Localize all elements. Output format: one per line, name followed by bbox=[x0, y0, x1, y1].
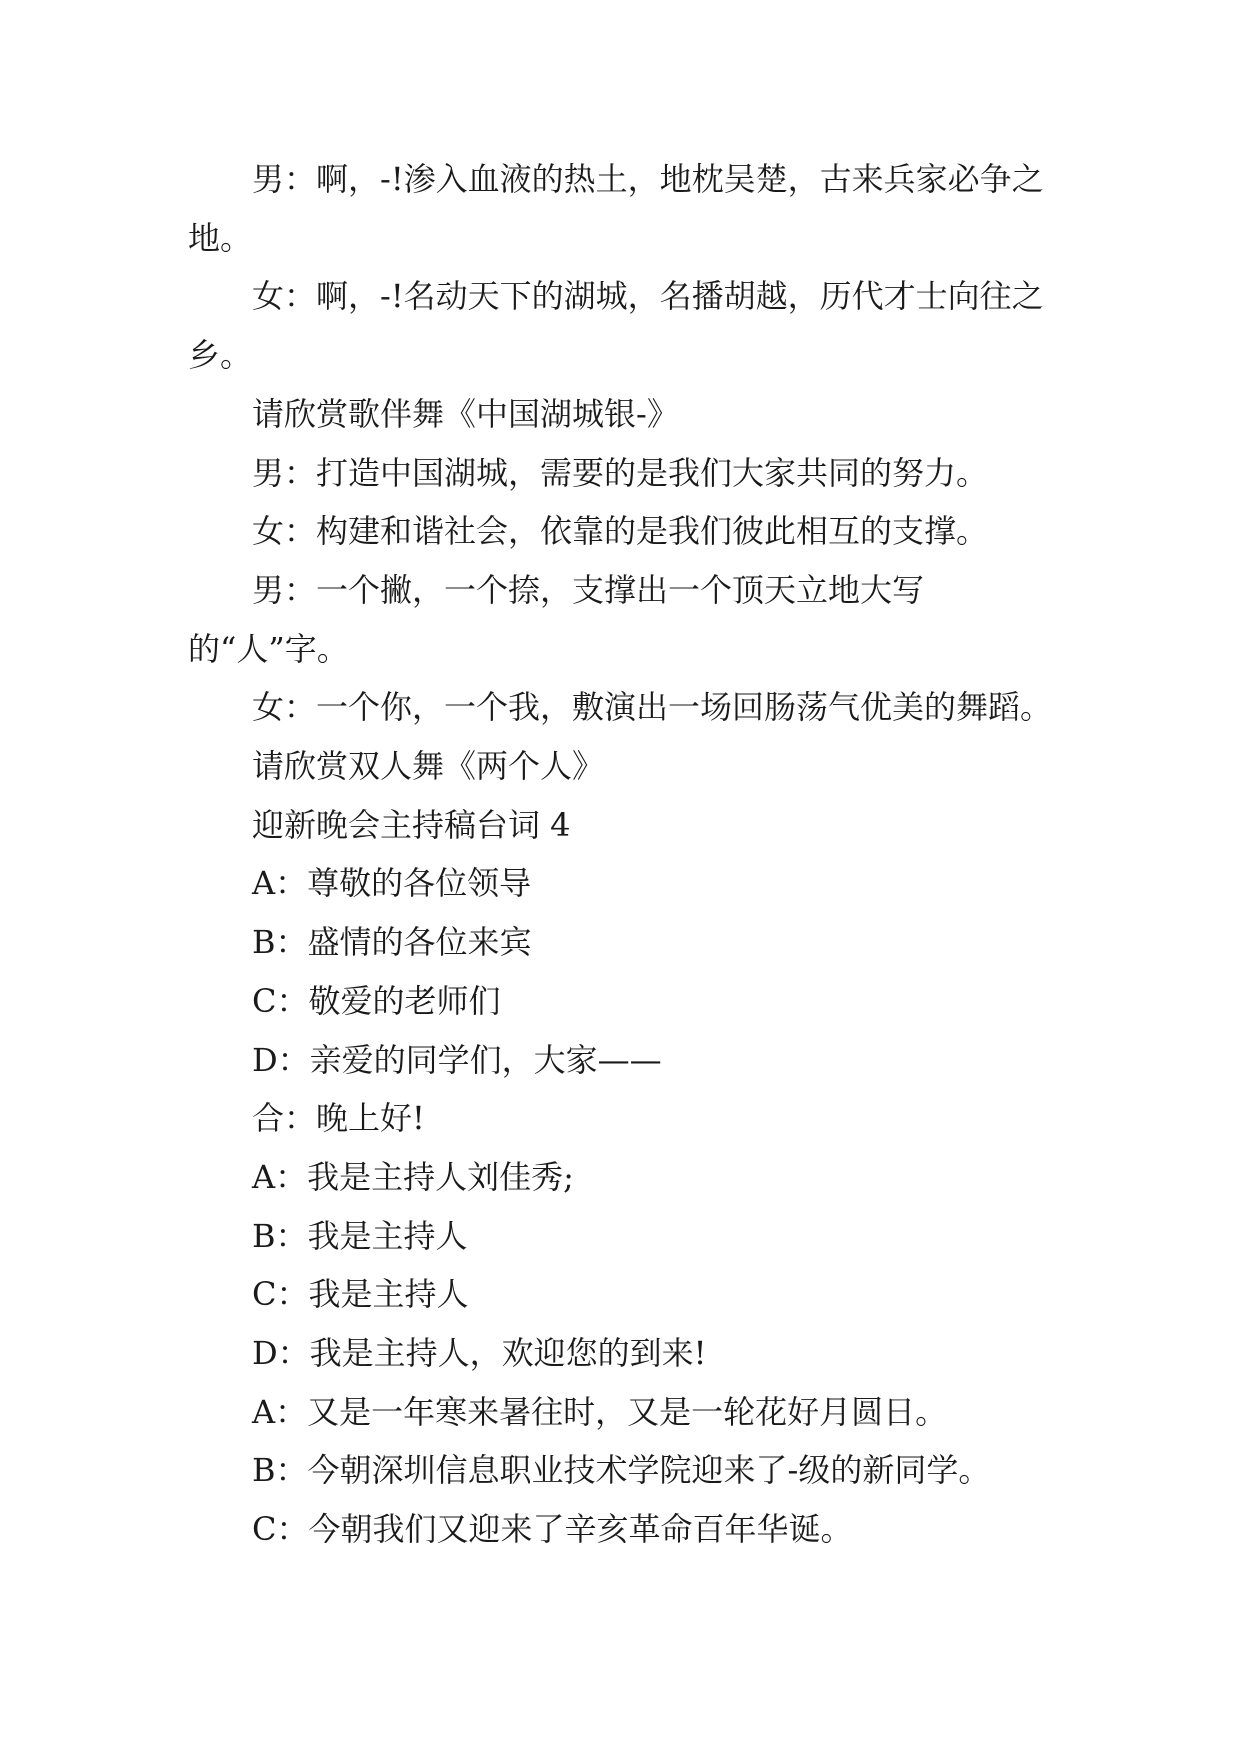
paragraph-12: C：敬爱的老师们 bbox=[252, 981, 501, 1020]
paragraph-4: 男：打造中国湖城，需要的是我们大家共同的努力。 bbox=[252, 453, 989, 492]
paragraph-20: B：今朝深圳信息职业技术学院迎来了-级的新同学。 bbox=[252, 1451, 991, 1490]
paragraph-8: 请欣赏双人舞《两个人》 bbox=[252, 747, 605, 786]
paragraph-6: 男：一个撇，一个捺，支撑出一个顶天立地大写的“人”字。 bbox=[188, 570, 925, 668]
paragraph-2: 女：啊，-!名动天下的湖城，名播胡越，历代才士向往之乡。 bbox=[188, 277, 1044, 375]
paragraph-13: D：亲爱的同学们，大家—— bbox=[252, 1040, 662, 1079]
paragraph-1: 男：啊，-!渗入血液的热土，地枕吴楚，古来兵家必争之地。 bbox=[188, 160, 1044, 257]
paragraph-14: 合：晚上好! bbox=[252, 1099, 425, 1138]
paragraph-5: 女：构建和谐社会，依靠的是我们彼此相互的支撑。 bbox=[252, 512, 989, 551]
paragraph-7: 女：一个你，一个我，敷演出一场回肠荡气优美的舞蹈。 bbox=[252, 688, 1053, 727]
document-body bbox=[188, 150, 1058, 1559]
paragraph-11: B：盛情的各位来宾 bbox=[252, 923, 532, 962]
paragraph-16: B：我是主持人 bbox=[252, 1216, 468, 1255]
section-heading: 迎新晚会主持稿台词 4 bbox=[252, 805, 571, 844]
paragraph-17: C：我是主持人 bbox=[252, 1275, 469, 1314]
paragraph-3: 请欣赏歌伴舞《中国湖城银-》 bbox=[252, 394, 679, 433]
paragraph-21: C：今朝我们又迎来了辛亥革命百年华诞。 bbox=[252, 1510, 853, 1549]
paragraph-10: A：尊敬的各位领导 bbox=[252, 864, 532, 903]
paragraph-18: D：我是主持人，欢迎您的到来! bbox=[252, 1334, 707, 1373]
paragraph-15: A：我是主持人刘佳秀; bbox=[252, 1157, 574, 1196]
paragraph-19: A：又是一年寒来暑往时，又是一轮花好月圆日。 bbox=[252, 1392, 948, 1431]
